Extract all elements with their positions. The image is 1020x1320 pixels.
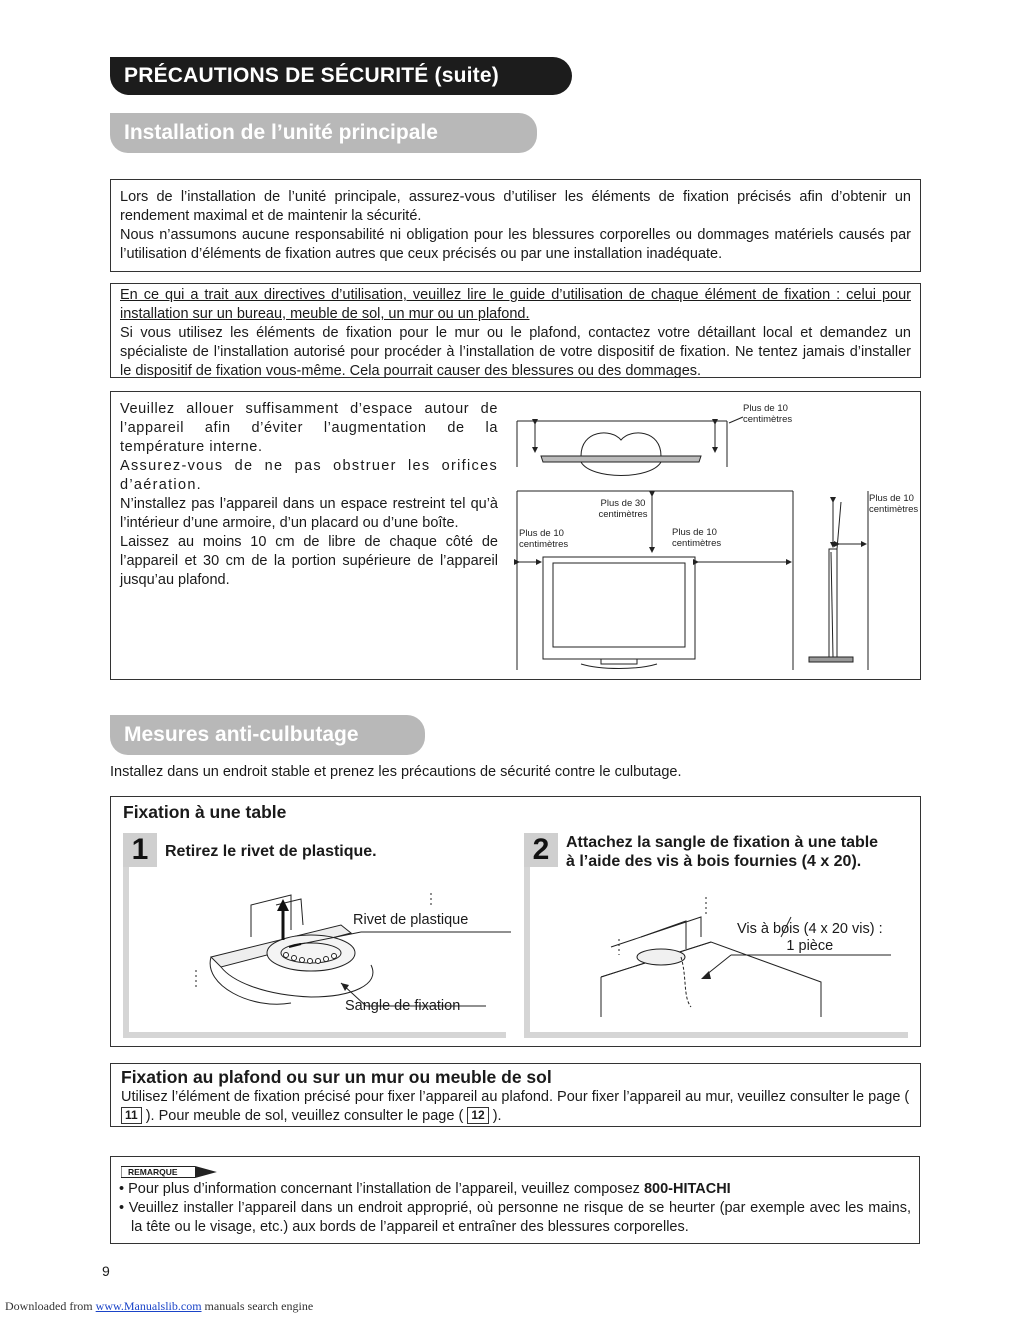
step2-text-line2: à l’aide des vis à bois fournies (4 x 20).	[566, 853, 862, 870]
anti-tip-intro: Installez dans un endroit stable et prenez les précautions de sécurité contre le culbutage.	[110, 764, 682, 780]
diagram-side-label-line2: centimètres	[869, 504, 919, 515]
step2-screws-line1: Vis à bois (4 x 20 vis) :	[737, 921, 883, 937]
diagram-center-label-line1: Plus de 30	[600, 498, 646, 509]
footer-prefix: Downloaded from	[5, 1299, 93, 1313]
diagram-top-label-line1: Plus de 10	[743, 403, 788, 414]
note-badge-text: REMARQUE	[128, 1167, 178, 1177]
ventilation-p1: Veuillez allouer suffisamment d’espace autour de l’appareil afin d’éviter l’augmentation de la température interne.	[120, 401, 498, 455]
note-bullet-1-text: Pour plus d’information concernant l’installation de l’appareil, veuillez composez	[128, 1181, 644, 1197]
ceiling-fixation-title: Fixation au plafond ou sur un mur ou meuble de sol	[121, 1067, 552, 1087]
step1-rivet-label: Rivet de plastique	[353, 912, 469, 928]
directives-underlined: En ce qui a trait aux directives d’utilisation, veuillez lire le guide d’utilisation de chaque élément de fixation : celui pour installation sur un bureau, meuble de sol, un mur ou un plafond.	[120, 287, 911, 322]
manualslib-link[interactable]: www.Manualslib.com	[95, 1299, 202, 1313]
note-bullet-2: • Veuillez installer l’appareil dans un endroit approprié, où personne ne risque de se heurter (par exemple avec les mains, la tête ou le visage, etc.) aux bords de l’appareil et entraîner des blessures corporelles.	[119, 1200, 911, 1235]
installation-warning-p2: Nous n’assumons aucune responsabilité ni obligation pour les blessures corporelles ou dommages matériels causés par l’utilisation d’éléments de fixation autres que ceux précisés ou par une installation inadéquate.	[120, 227, 911, 262]
top-view-tv	[517, 417, 743, 476]
installation-directives-box	[110, 283, 921, 378]
note-box	[110, 1156, 920, 1244]
ventilation-p3: N’installez pas l’appareil dans un espace restreint tel qu’à l’intérieur d’une armoire, d’un placard ou d’une boîte.	[120, 496, 498, 531]
ceiling-text-a: Utilisez l’élément de fixation précisé pour fixer l’appareil au plafond. Pour fixer l’appareil au mur, veuillez consulter le page (	[121, 1089, 910, 1105]
front-view-tv	[517, 491, 793, 670]
diagram-right-label-line2: centimètres	[672, 538, 722, 549]
ceiling-fixation-box	[110, 1063, 921, 1127]
diagram-left-label-line2: centimètres	[519, 539, 569, 550]
diagram-top-label-line2: centimètres	[743, 414, 793, 425]
step2-number: 2	[524, 833, 558, 867]
step1-number: 1	[123, 833, 157, 867]
note-bullet-2-text: Veuillez installer l’appareil dans un endroit approprié, où personne ne risque de se heurter (par exemple avec les mains, la tête ou le visage, etc.) aux bords de l’appareil et entraîner des blessures corporelles.	[128, 1200, 911, 1235]
ceiling-fixation-text	[121, 1088, 910, 1126]
section-title-anti-tip: Mesures anti-culbutage	[110, 715, 425, 755]
step1-text: Retirez le rivet de plastique.	[165, 843, 377, 860]
installation-warning-box	[110, 179, 921, 272]
diagram-side-label	[869, 493, 918, 515]
ventilation-p2: Assurez-vous de ne pas obstruer les orifices d’aération.	[120, 458, 498, 493]
ceiling-text-c: ).	[492, 1108, 502, 1124]
page-title: PRÉCAUTIONS DE SÉCURITÉ (suite)	[110, 57, 572, 95]
note-bullet-1: • Pour plus d’information concernant l’installation de l’appareil, veuillez composez 800-HITACHI	[119, 1181, 731, 1197]
page-number: 9	[102, 1263, 110, 1279]
side-view-tv	[809, 491, 868, 670]
ventilation-box	[110, 391, 921, 680]
page-ref-12[interactable]: 12	[467, 1107, 488, 1124]
installation-warning-p1: Lors de l’installation de l’unité principale, assurez-vous d’utiliser les éléments de fixation précisés afin d’obtenir un rendement maximal et de maintenir la sécurité.	[120, 189, 911, 224]
step1-strap-label: Sangle de fixation	[345, 998, 461, 1014]
diagram-center-label	[598, 498, 648, 520]
footer-suffix: manuals search engine	[204, 1299, 314, 1313]
diagram-right-label	[672, 527, 721, 549]
ceiling-text-b: ). Pour meuble de sol, veuillez consulter le page (	[145, 1108, 464, 1124]
diagram-side-label-line1: Plus de 10	[869, 493, 914, 504]
diagram-center-label-line2: centimètres	[598, 509, 648, 520]
page-ref-11[interactable]: 11	[121, 1107, 142, 1124]
table-fixation-box	[110, 796, 921, 1047]
step2-text-line1: Attachez la sangle de fixation à une table	[566, 834, 879, 851]
note-badge	[119, 1166, 911, 1180]
section-title-installation: Installation de l’unité principale	[110, 113, 537, 153]
ventilation-text	[120, 400, 498, 590]
diagram-top-label	[743, 403, 792, 425]
download-footer	[5, 1299, 313, 1314]
diagram-left-label	[519, 528, 568, 550]
step2-screws-label	[737, 921, 883, 955]
diagram-left-label-line1: Plus de 10	[519, 528, 564, 539]
step2-text	[566, 833, 878, 871]
table-fixation-title: Fixation à une table	[123, 802, 287, 822]
step2-screws-line2: 1 pièce	[786, 938, 834, 954]
ventilation-p4: Laissez au moins 10 cm de libre de chaque côté de l’appareil et 30 cm de la portion supérieure de l’appareil jusqu’au plafond.	[120, 534, 498, 588]
note-phone: 800-HITACHI	[643, 1181, 731, 1197]
diagram-right-label-line1: Plus de 10	[672, 527, 717, 538]
directives-paragraph: Si vous utilisez les éléments de fixation pour le mur ou le plafond, contactez votre détaillant local et demandez un spécialiste de l’installation autorisé pour procéder à l’installation de votre dispositif de fixation. Ne tentez jamais d’installer le dispositif de fixation vous-même. Cela pourrait causer des blessures ou des dommages.	[120, 325, 911, 379]
